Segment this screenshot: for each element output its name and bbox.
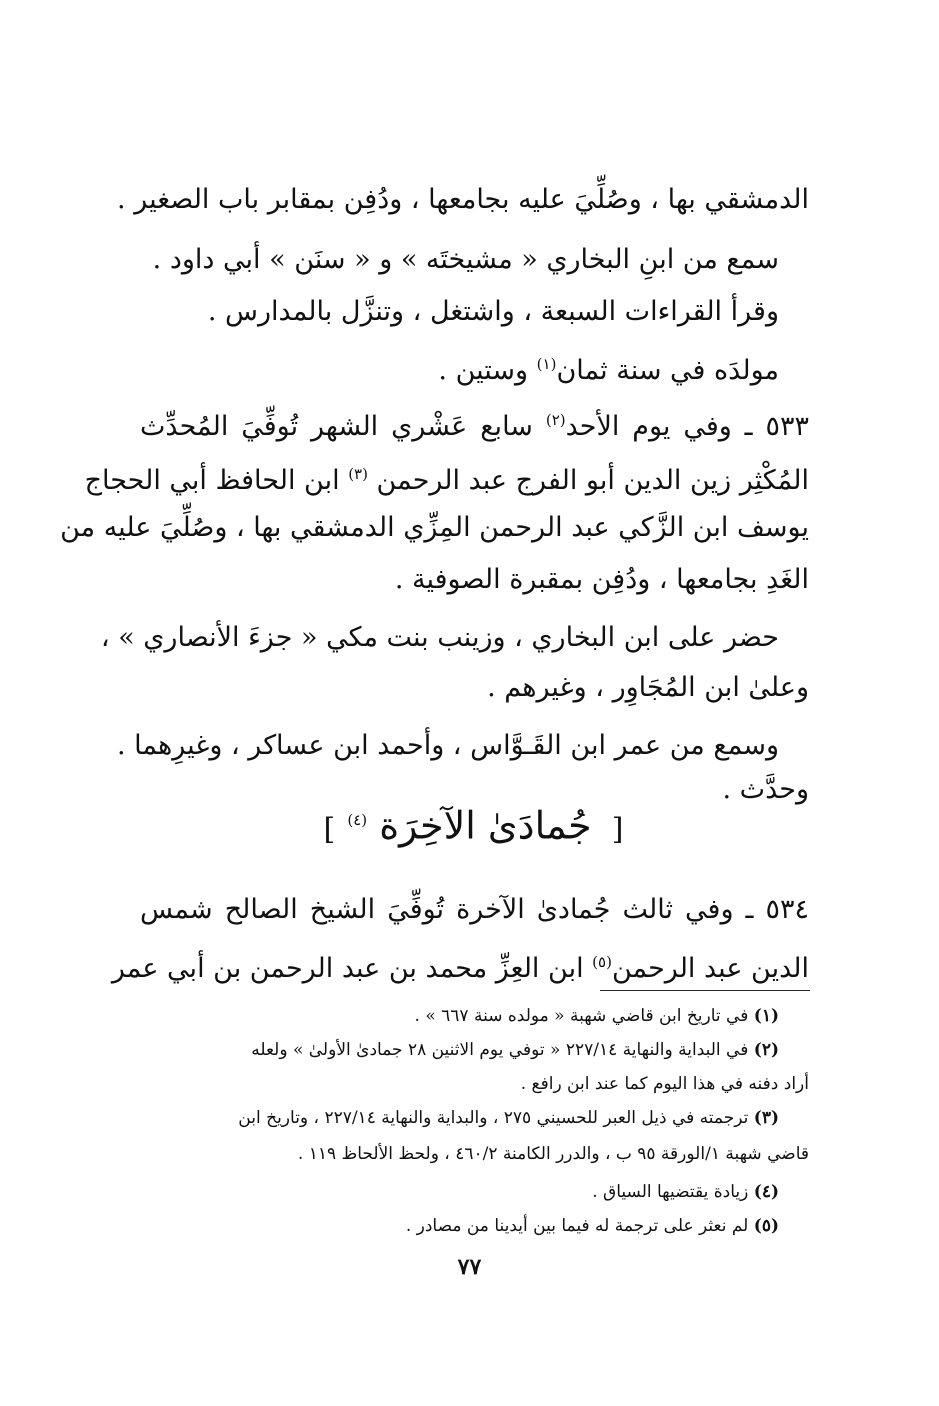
footnote-text: في تاريخ ابن قاضي شهبة « مولده سنة ٦٦٧ » . (414, 1006, 754, 1026)
footnote-3-cont: قاضي شهبة ١/الورقة ٩٥ ب ، والدرر الكامنة ٤٦٠/٢ ، ولحظ الألحاظ ١١٩ . (297, 1144, 809, 1164)
footnote-number: (٤) (753, 1182, 779, 1202)
paragraph-line: حضر على ابن البخاري ، وزينب بنت مكي « جزءَ الأنصاري » ، (100, 622, 779, 653)
entry-533-line: الغَدِ بجامعها ، ودُفِن بمقبرة الصوفية . (394, 564, 809, 595)
footnote-1 (140, 1002, 779, 1030)
heading-bracket-open: [ (611, 811, 624, 847)
entry-534-line: ٥٣٤ ـ وفي ثالث جُمادىٰ الآخرة تُوفِّيَ الشيخ الصالح شمس (140, 894, 809, 925)
entry-534-line (111, 942, 809, 989)
footnote-ref: (٥) (592, 953, 612, 971)
footnote-ref: (٢) (545, 411, 566, 429)
footnote-4 (140, 1178, 779, 1206)
footnote-5 (140, 1212, 779, 1240)
paragraph-line (140, 344, 779, 391)
entry-533-line (84, 454, 809, 501)
section-heading (0, 792, 939, 858)
paragraph-line: وعلىٰ ابن المُجَاوِر ، وغيرهم . (487, 672, 809, 703)
heading-text: جُمادَىٰ الآخِرَة (379, 803, 592, 848)
entry-533-line (140, 400, 809, 447)
text-span: مولدَه في سنة ثمان (556, 355, 779, 386)
footnote-3 (140, 1104, 779, 1132)
text-span: الدين عبد الرحمن (611, 953, 809, 984)
text-span: وستين . (438, 355, 537, 386)
paragraph-line: الدمشقي بها ، وصُلِّيَ عليه بجامعها ، ودُفِن بمقابر باب الصغير . (117, 184, 809, 215)
entry-533-line: يوسف ابن الزَّكي عبد الرحمن المِزِّي الدمشقي بها ، وصُلِّيَ عليه من (60, 512, 809, 543)
footnote-2 (140, 1036, 779, 1064)
text-span: المُكْثِر زين الدين أبو الفرج عبد الرحمن (367, 465, 809, 496)
footnote-number: (٣) (753, 1108, 779, 1128)
footnote-text: في البداية والنهاية ٢٢٧/١٤ « توفي يوم الاثنين ٢٨ جمادىٰ الأولىٰ » ولعله (251, 1040, 754, 1060)
footnote-number: (٢) (753, 1040, 779, 1060)
text-span: سابع عَشْري الشهر تُوفِّيَ المُحدِّث (140, 411, 546, 442)
entry-number: ٥٣٣ ـ وفي يوم الأحد (565, 411, 810, 442)
paragraph-line: وسمع من عمر ابن القَـوَّاس ، وأحمد ابن عساكر ، وغيرِهما . (116, 730, 779, 761)
text-span: ابن الحافظ أبي الحجاج (84, 465, 349, 496)
page-number: ٧٧ (457, 1254, 482, 1280)
footnote-text: ترجمته في ذيل العبر للحسيني ٢٧٥ ، والبداية والنهاية ٢٢٧/١٤ ، وتاريخ ابن (238, 1108, 754, 1128)
paragraph-line: سمع من ابنِ البخاري « مشيختَه » و « سنَن » أبي داود . (152, 244, 779, 275)
text-span: ابن العِزِّ محمد بن عبد الرحمن بن أبي عمر (111, 953, 593, 984)
footnote-ref: (٤) (347, 811, 368, 829)
footnote-2-cont: أراد دفنه في هذا اليوم كما عند ابن رافع . (520, 1074, 809, 1094)
paragraph-line: وحدَّث . (722, 774, 809, 805)
footnote-ref: (٣) (348, 465, 368, 483)
footnote-text: لم نعثر على ترجمة له فيما بين أيدينا من مصادر . (405, 1216, 754, 1236)
footnote-number: (١) (753, 1006, 779, 1026)
footnote-text: زيادة يقتضيها السياق . (592, 1182, 754, 1202)
footnote-ref: (١) (536, 355, 557, 373)
footnote-divider (600, 990, 810, 991)
paragraph-line: وقرأ القراءات السبعة ، واشتغل ، وتنزَّل بالمدارس . (207, 296, 779, 327)
heading-bracket-close: ] (323, 811, 336, 847)
footnote-number: (٥) (753, 1216, 779, 1236)
